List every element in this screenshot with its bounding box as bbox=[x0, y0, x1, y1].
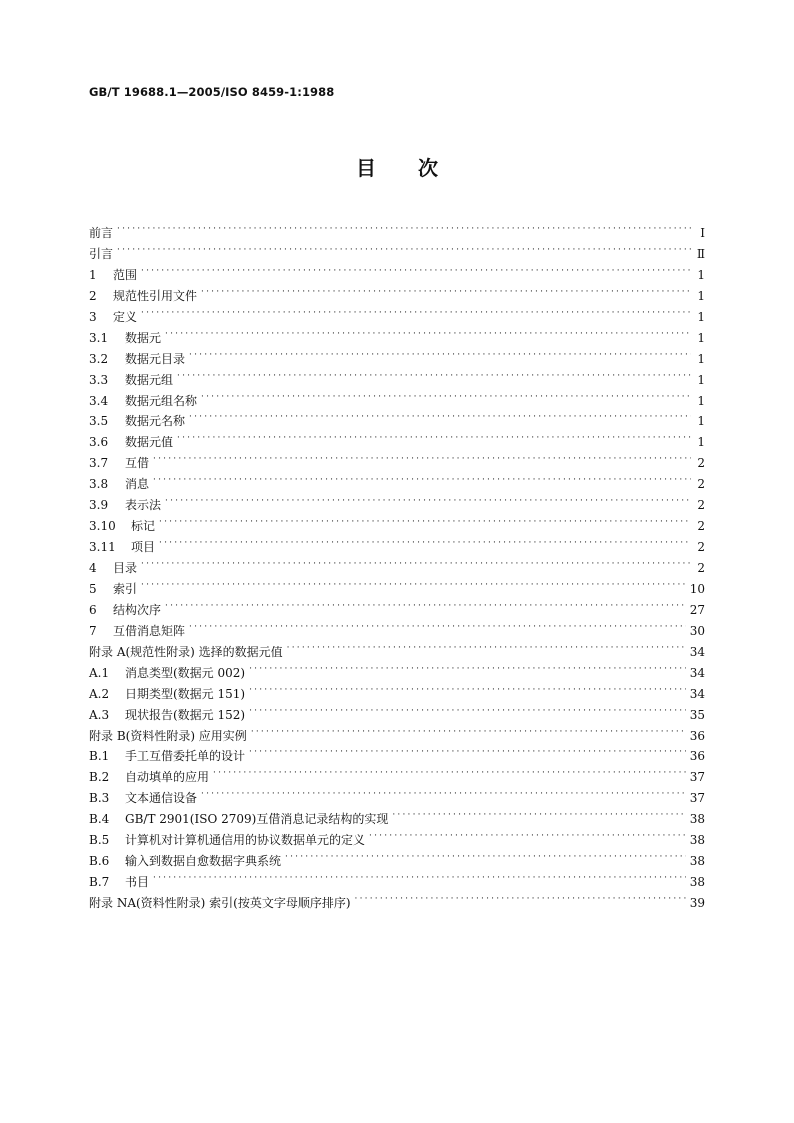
dot-leader bbox=[177, 364, 691, 384]
dot-leader bbox=[165, 322, 691, 342]
toc-entry-page-number: 37 bbox=[689, 791, 705, 806]
toc-entry-label: 自动填单的应用 bbox=[125, 770, 210, 785]
toc-entry-label: 附录 A(规范性附录) 选择的数据元值 bbox=[89, 644, 283, 659]
toc-entry-number: B.6 bbox=[89, 854, 110, 869]
toc-entry[interactable] bbox=[89, 447, 705, 471]
toc-entry-number: B.4 bbox=[89, 812, 110, 827]
toc-entry-number: 3.6 bbox=[89, 435, 109, 450]
toc-entry-page-number: 38 bbox=[689, 875, 705, 890]
toc-entry-label: 标记 bbox=[131, 519, 156, 534]
toc-entry-number: B.3 bbox=[89, 791, 110, 806]
toc-entry-page-number: Ⅱ bbox=[696, 246, 705, 261]
dot-leader bbox=[249, 740, 686, 760]
toc-entry-label: 数据元目录 bbox=[125, 351, 186, 366]
toc-entry-page-number: 1 bbox=[697, 372, 705, 387]
toc-entry[interactable] bbox=[89, 594, 705, 615]
toc-entry-label: 数据元组名称 bbox=[125, 393, 198, 408]
toc-entry-label: 数据元 bbox=[125, 330, 162, 345]
dot-leader bbox=[117, 238, 691, 258]
toc-entry[interactable] bbox=[89, 280, 705, 301]
toc-entry-page-number: 38 bbox=[689, 854, 705, 869]
toc-entry-label: 项目 bbox=[131, 540, 156, 555]
toc-entry-page-number: 2 bbox=[697, 498, 705, 513]
toc-entry-number: 6 bbox=[89, 602, 97, 617]
toc-entry[interactable] bbox=[89, 301, 705, 322]
toc-entry-label: 结构次序 bbox=[113, 602, 162, 617]
toc-entry-label: 附录 B(资料性附录) 应用实例 bbox=[89, 728, 247, 743]
toc-entry-page-number: 37 bbox=[689, 770, 705, 785]
toc-entry-page-number: 38 bbox=[689, 812, 705, 827]
toc-entry-number: A.1 bbox=[89, 665, 110, 680]
toc-entry-label: 目录 bbox=[113, 561, 138, 575]
toc-entry-page-number: 2 bbox=[697, 519, 705, 534]
dot-leader bbox=[117, 217, 691, 237]
toc-entry-page-number: 1 bbox=[697, 288, 705, 303]
toc-entry-label: 索引 bbox=[113, 581, 138, 596]
dot-leader bbox=[285, 845, 686, 865]
toc-entry-label: 数据元值 bbox=[125, 435, 174, 450]
toc-entry[interactable] bbox=[89, 468, 705, 492]
toc-entry-page-number: 1 bbox=[697, 393, 705, 408]
toc-entry-page-number: 35 bbox=[689, 707, 705, 722]
toc-entry-page-number: 27 bbox=[689, 602, 705, 617]
dot-leader bbox=[141, 301, 691, 321]
toc-entry-page-number: 34 bbox=[689, 644, 705, 659]
dot-leader bbox=[165, 594, 686, 614]
dot-leader bbox=[249, 699, 686, 719]
dot-leader bbox=[369, 824, 686, 844]
toc-entry-label: 规范性引用文件 bbox=[113, 288, 198, 303]
toc-entry[interactable] bbox=[89, 217, 705, 238]
dot-leader bbox=[287, 636, 686, 656]
toc-entry-number: A.2 bbox=[89, 686, 110, 701]
dot-leader bbox=[189, 615, 686, 635]
toc-entry-label: GB/T 2901(ISO 2709)互借消息记录结构的实现 bbox=[125, 812, 389, 827]
toc-entry[interactable] bbox=[89, 322, 705, 343]
toc-entry-page-number: 1 bbox=[697, 309, 705, 324]
dot-leader bbox=[141, 552, 691, 572]
toc-entry-page-number: 2 bbox=[697, 456, 705, 471]
toc-entry-number: 3.2 bbox=[89, 351, 109, 366]
toc-entry-page-number: 1 bbox=[697, 435, 705, 450]
toc-entry-page-number: 38 bbox=[689, 833, 705, 848]
dot-leader bbox=[189, 405, 691, 425]
dot-leader bbox=[153, 468, 691, 488]
toc-entry[interactable] bbox=[89, 887, 705, 908]
toc-entry-label: 引言 bbox=[89, 246, 114, 261]
toc-entry[interactable] bbox=[89, 615, 705, 636]
dot-leader bbox=[141, 573, 686, 593]
toc-entry-page-number: 2 bbox=[697, 477, 705, 492]
dot-leader bbox=[189, 343, 691, 363]
dot-leader bbox=[392, 803, 685, 823]
dot-leader bbox=[153, 447, 691, 467]
document-header: GB/T 19688.1—2005/ISO 8459-1:1988 bbox=[89, 85, 335, 99]
toc-entry-page-number: 39 bbox=[689, 896, 705, 910]
toc-entry-number: 1 bbox=[89, 267, 97, 282]
dot-leader bbox=[141, 259, 691, 279]
toc-entry-number: 2 bbox=[89, 288, 97, 303]
dot-leader bbox=[201, 385, 691, 405]
toc-entry-number: B.5 bbox=[89, 833, 110, 848]
toc-entry-page-number: 2 bbox=[697, 540, 705, 555]
page-title: 目次 bbox=[356, 156, 480, 180]
toc-entry-label: 消息 bbox=[125, 477, 150, 492]
toc-entry-label: 数据元名称 bbox=[125, 414, 186, 429]
toc-entry-page-number: 36 bbox=[689, 749, 705, 764]
toc-entry-label: 数据元组 bbox=[125, 372, 174, 387]
toc-entry-label: 书目 bbox=[125, 875, 150, 890]
toc-entry-label: 消息类型(数据元 002) bbox=[125, 665, 246, 680]
toc-entry-number: 3.7 bbox=[89, 456, 109, 471]
toc-entry[interactable] bbox=[89, 238, 705, 259]
toc-entry-label: 现状报告(数据元 152) bbox=[125, 707, 246, 722]
dot-leader bbox=[201, 280, 691, 300]
dot-leader bbox=[355, 887, 686, 907]
toc-entry[interactable] bbox=[89, 510, 705, 534]
toc-entry-label: 表示法 bbox=[125, 498, 162, 513]
toc-entry-label: 范围 bbox=[113, 267, 138, 282]
toc-entry-page-number: 34 bbox=[689, 665, 705, 680]
toc-entry-page-number: Ⅰ bbox=[700, 226, 705, 240]
toc-entry-number: 3.3 bbox=[89, 372, 109, 387]
toc-entry-label: 前言 bbox=[89, 226, 114, 240]
toc-entry-number: 4 bbox=[89, 561, 97, 575]
toc-entry-number: B.7 bbox=[89, 875, 110, 890]
toc-entry[interactable] bbox=[89, 552, 705, 573]
toc-entry-page-number: 1 bbox=[697, 330, 705, 345]
toc-entry-number: 3.1 bbox=[89, 330, 109, 345]
toc-entry-page-number: 1 bbox=[697, 351, 705, 366]
toc-entry[interactable] bbox=[89, 364, 705, 385]
dot-leader bbox=[249, 678, 686, 698]
toc-entry-label: 手工互借委托单的设计 bbox=[125, 749, 246, 764]
toc-entry-number: 7 bbox=[89, 623, 97, 638]
toc-entry-page-number: 1 bbox=[697, 267, 705, 282]
toc-entry-label: 互借消息矩阵 bbox=[113, 623, 186, 638]
dot-leader bbox=[159, 531, 691, 551]
toc-entry-number: 5 bbox=[89, 581, 97, 596]
toc-entry-label: 文本通信设备 bbox=[125, 791, 198, 806]
toc-entry-label: 定义 bbox=[113, 309, 138, 324]
toc-entry-number: 3.8 bbox=[89, 477, 109, 492]
toc-entry[interactable] bbox=[89, 489, 705, 513]
toc-entry[interactable] bbox=[89, 343, 705, 364]
toc-entry-number: 3.4 bbox=[89, 393, 109, 408]
toc-entry-page-number: 10 bbox=[689, 581, 705, 596]
toc-entry-label: 互借 bbox=[125, 456, 150, 471]
toc-entry-page-number: 34 bbox=[689, 686, 705, 701]
toc-entry-number: B.2 bbox=[89, 770, 110, 785]
dot-leader bbox=[251, 720, 686, 740]
toc-entry-page-number: 2 bbox=[697, 561, 705, 575]
toc-entry[interactable] bbox=[89, 866, 705, 890]
toc-entry-number: 3.10 bbox=[89, 519, 116, 534]
dot-leader bbox=[249, 657, 686, 677]
dot-leader bbox=[177, 426, 691, 446]
toc-entry[interactable] bbox=[89, 573, 705, 594]
toc-entry-number: A.3 bbox=[89, 707, 110, 722]
dot-leader bbox=[165, 489, 691, 509]
toc-entry-number: 3.9 bbox=[89, 498, 109, 513]
toc-entry[interactable] bbox=[89, 259, 705, 280]
toc-entry[interactable] bbox=[89, 385, 705, 406]
toc-entry-number: 3.5 bbox=[89, 414, 109, 429]
toc-entry-number: 3.11 bbox=[89, 540, 116, 555]
toc-entry-label: 附录 NA(资料性附录) 索引(按英文字母顺序排序) bbox=[89, 896, 351, 910]
toc-entry-page-number: 30 bbox=[689, 623, 705, 638]
dot-leader bbox=[159, 510, 691, 530]
toc-entry-page-number: 1 bbox=[697, 414, 705, 429]
toc-entry-label: 输入到数据自愈数据字典系统 bbox=[125, 854, 282, 869]
toc-entry-page-number: 36 bbox=[689, 728, 705, 743]
toc-entry-number: B.1 bbox=[89, 749, 110, 764]
dot-leader bbox=[153, 866, 686, 886]
toc-entry-label: 日期类型(数据元 151) bbox=[125, 686, 246, 701]
dot-leader bbox=[213, 761, 686, 781]
toc-entry[interactable] bbox=[89, 531, 705, 555]
dot-leader bbox=[201, 782, 686, 802]
toc-entry-number: 3 bbox=[89, 309, 97, 324]
table-of-contents bbox=[89, 217, 705, 908]
toc-entry-label: 计算机对计算机通信用的协议数据单元的定义 bbox=[125, 833, 366, 848]
toc-entry[interactable] bbox=[89, 426, 705, 450]
